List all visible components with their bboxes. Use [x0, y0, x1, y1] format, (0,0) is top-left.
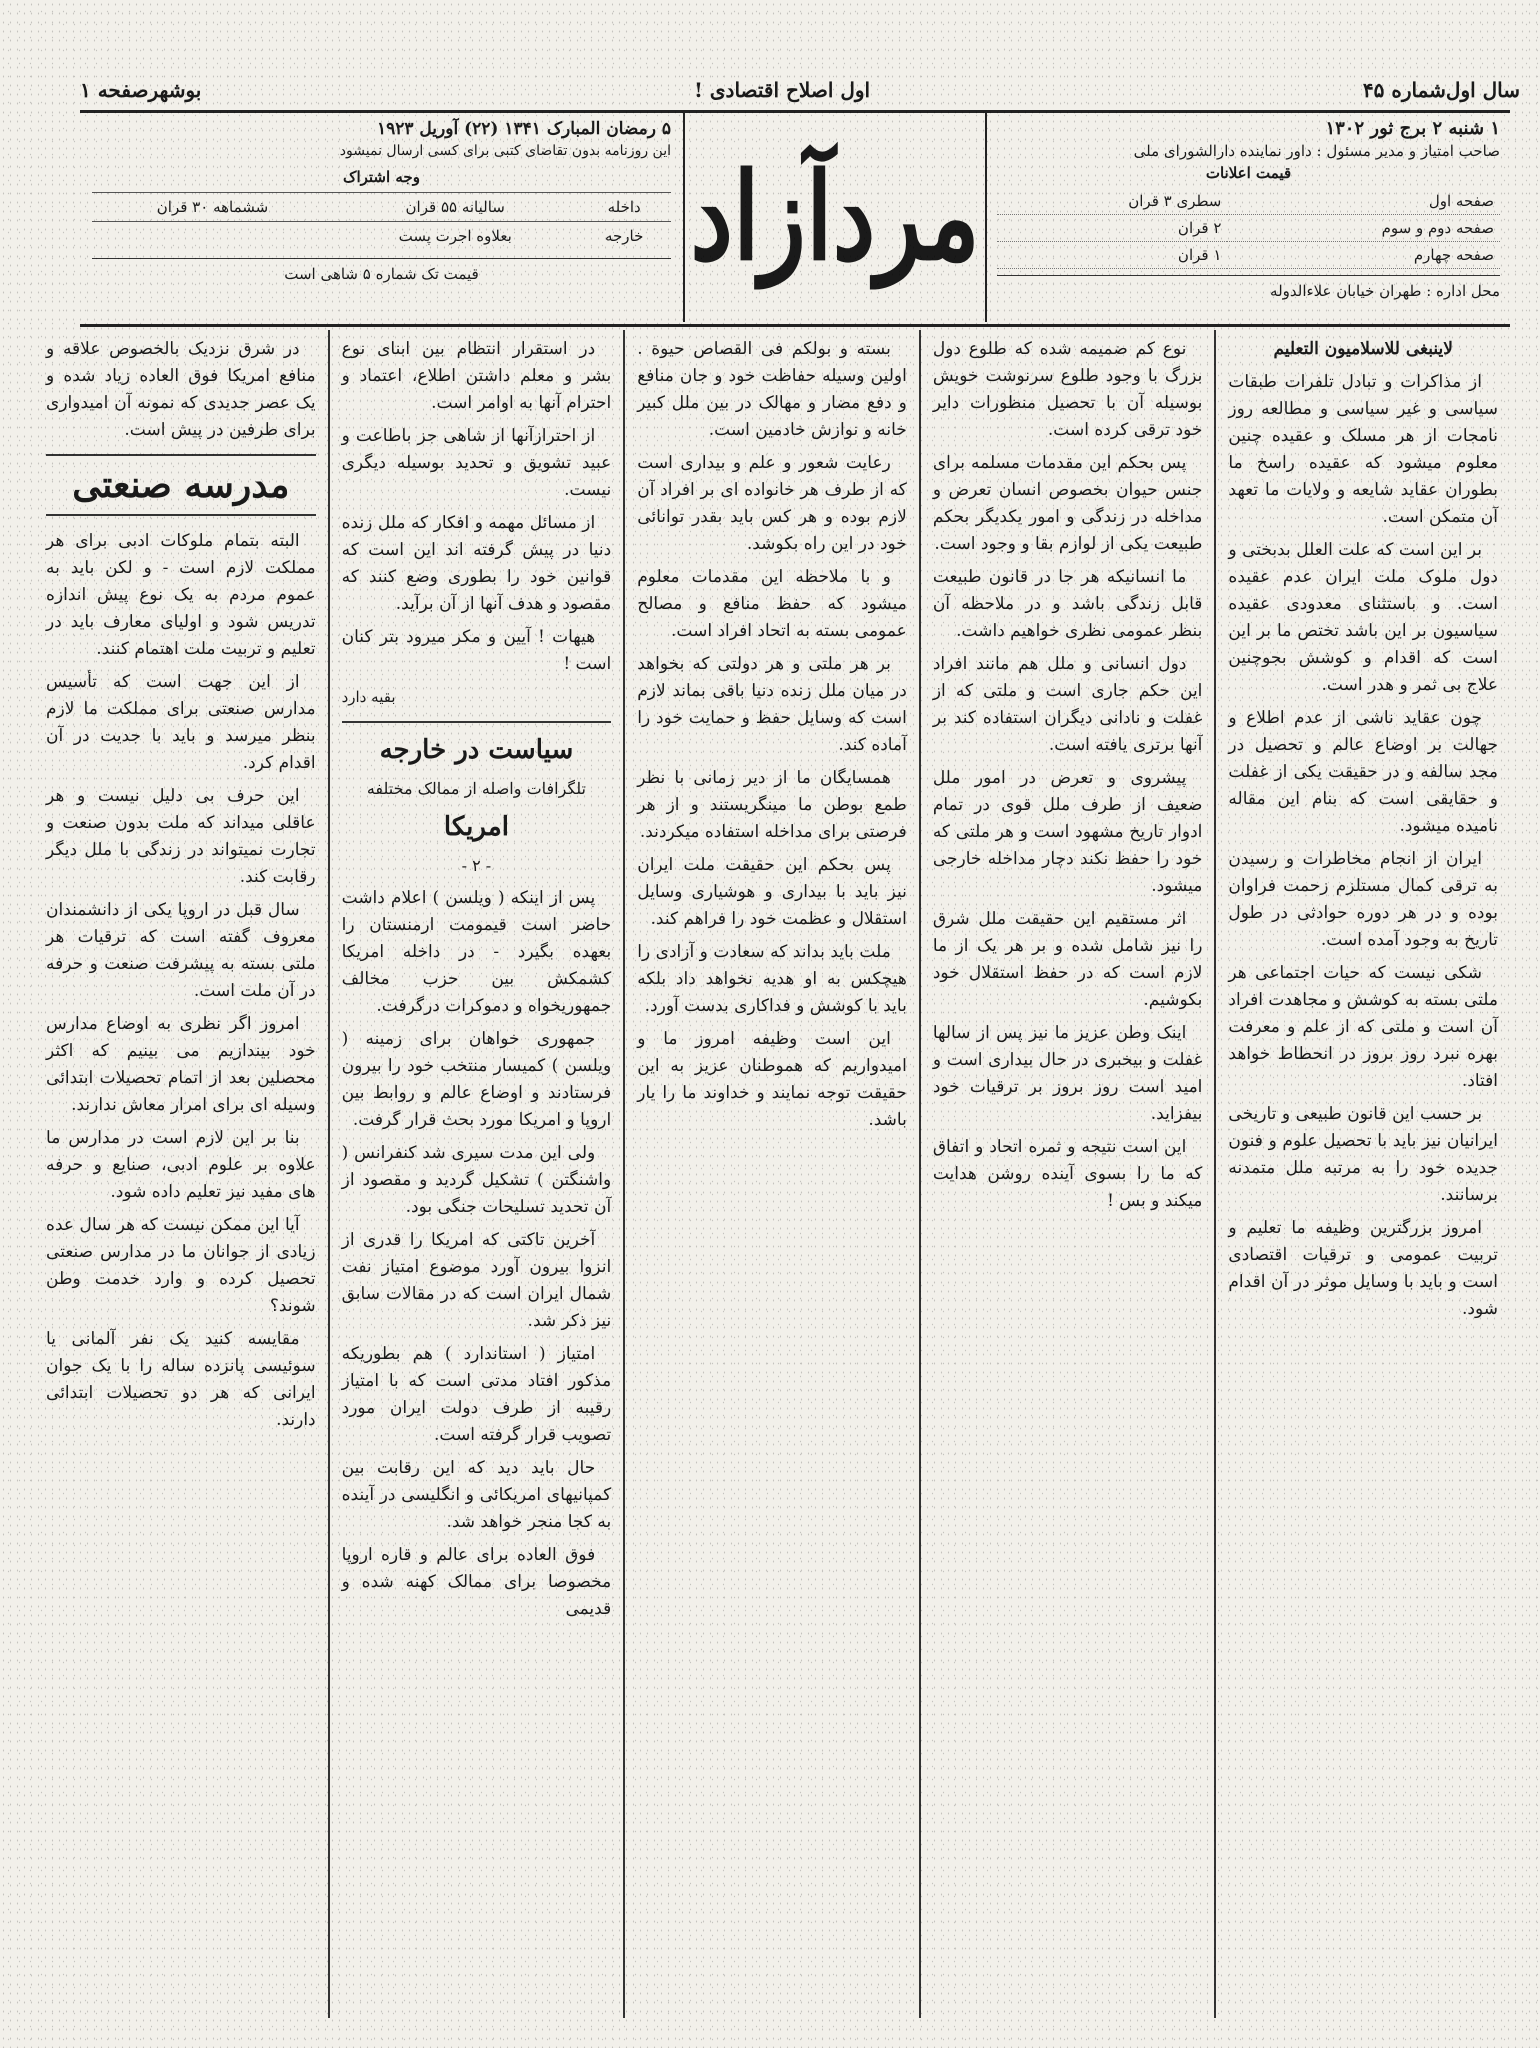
continued-note: بقیه دارد [341, 688, 396, 706]
price-label: صفحه دوم و سوم [1227, 215, 1500, 242]
article-paragraph: ملت باید بداند که سعادت و آزادی را هیچکس به او هدیه نخواهد داد بلکه باید با کوشش و فداکاری بدست آورد. [637, 942, 907, 1016]
article-paragraph: پس از اینکه ( ویلسن ) اعلام داشت حاضر است قیمومت ارمنستان را بعهده بگیرد - در داخله امریکا کشمکش بین حزب مخالف جمهوریخواه و دموکرات درگرفت. [341, 888, 612, 1016]
masthead-title-block [683, 112, 985, 322]
politics-heading: سیاست در خارجه [379, 735, 574, 765]
subscription-table [92, 192, 671, 250]
article-paragraph: این است نتیجه و ثمره اتحاد و اتفاق که ما را بسوی آینده روشن هدایت میکند و بس ! [932, 1137, 1203, 1211]
subscription-title: وجه اشتراک [343, 168, 420, 186]
article-paragraph: هیهات ! آیین و مکر میرود بتر کنان است ! [341, 627, 612, 674]
sub-region: خارجه [577, 222, 671, 251]
article-paragraph: بر هر ملتی و هر دولتی که بخواهد در میان ملل زنده دنیا باقی بماند لازم است که وسایل حفظ و حمایت خود را آماده کند. [637, 654, 907, 755]
column-1 [1214, 330, 1510, 2018]
owner-line: صاحب امتیاز و مدیر مسئول : داور نماینده دارالشورای ملی [1133, 142, 1500, 160]
office-address: محل اداره : طهران خیابان علاءالدوله [997, 275, 1500, 302]
article-paragraph: این حرف بی دلیل نیست و هر عاقلی میداند که ملت بدون صنعت و تجارت نمیتواند در زندگی با ملل دیگر رقابت کند. [46, 786, 316, 887]
price-value: ۲ قران [997, 215, 1227, 242]
sub-region: داخله [577, 193, 671, 222]
column-4 [328, 330, 624, 2018]
price-value: ۱ قران [997, 242, 1227, 269]
article-paragraph: ما انسانیکه هر جا در قانون طبیعت قابل زندگی باشد و در ملاحظه آن بنظر عمومی نظری خواهیم داشت. [932, 567, 1203, 641]
article-paragraph: بر حسب این قانون طبیعی و تاریخی ایرانیان نیز باید با تحصیل علوم و فنون جدیده خود را به مرتبه ملل متمدنه برسانند. [1228, 1104, 1498, 1205]
motto: اول اصلاح اقتصادی ! [694, 78, 871, 102]
article-paragraph: آخرین تاکتی که امریکا را قدری از انزوا بیرون آورد موضوع امتیاز نفت شمال ایران است که در مقالات سابق نیز ذکر شد. [341, 1230, 612, 1331]
article-paragraph: پس بحکم این حقیقت ملت ایران نیز باید با بیداری و هوشیاری وسایل استقلال و عظمت خود را فراهم کند. [637, 855, 907, 929]
article-paragraph: از احترازآنها از شاهی جز باطاعت و عبید تشویق و تحدید بوسیله دیگری نیست. [341, 426, 612, 500]
article-paragraph: از مسائل مهمه و افکار که ملل زنده دنیا در پیش گرفته اند این است که قوانین خود را بطوری وضع کنند که مقصود و هدف آنها از آن برآید. [341, 513, 612, 614]
industrial-school-heading: مدرسه صنعتی [46, 454, 316, 516]
masthead-info-left [80, 112, 683, 322]
table-row [997, 215, 1500, 242]
article-paragraph: جمهوری خواهان برای زمینه ( ویلسن ) کمیسار منتخب خود را بیرون فرستادند و اوضاع عالم و روابط بین اروپا و امریکا مورد بحث قرار گرفت. [341, 1029, 612, 1130]
date-shamsi: ۱ شنبه ۲ برج ثور ۱۳۰۲ [1325, 118, 1500, 139]
article-paragraph: امروز بزرگترین وظیفه ما تعلیم و تربیت عمومی و ترقیات اقتصادی است و باید با وسایل موثر در آن اقدام شود. [1228, 1218, 1498, 1319]
article-paragraph: از این جهت است که تأسیس مدارس صنعتی برای مملکت ما لازم بنظر میرسد و باید با جدیت در آن اقدام کرد. [46, 672, 316, 773]
issue-number: شماره ۴۵ [1362, 78, 1446, 102]
article-paragraph: چون عقاید ناشی از عدم اطلاع و جهالت بر اوضاع عالم و تحصیل در مجد سالفه و در حقیقت یکی از غفلت و حقایقی است که بنام این مقاله نامیده میشود. [1228, 708, 1498, 836]
masthead-bottom-rule [80, 324, 1510, 327]
city-label: بوشهر [148, 78, 202, 102]
table-row [92, 193, 671, 222]
article-paragraph: امروز اگر نظری به اوضاع مدارس خود بیندازیم می بینیم که اکثر محصلین بعد از اتمام تحصیلات ابتدائی وسیله ای برای امرار معاش ندارند. [46, 1014, 316, 1115]
ad-price-table [997, 188, 1500, 269]
price-label: صفحه چهارم [1227, 242, 1500, 269]
sub-half [92, 222, 333, 251]
article-paragraph: البته بتمام ملوکات ادبی برای هر مملکت لازم است - و لکن باید به عموم مردم به یک نوع پیش اندازه تدریس شود و اولیای معارف باید در تعلیم و تربیت ملت اهتمام کنند. [46, 531, 316, 659]
article-paragraph: بر این است که علت العلل بدبختی و دول ملوک ملت ایران عدم عقیده است. و باستثنای معدودی عقیده سیاسیون بر این باشد تختص ما بر این است که اقدام و کوشش بجوچنین علاج بی ثمر و هدر است. [1228, 540, 1498, 695]
article-paragraph: اینک وطن عزیز ما نیز پس از سالها غفلت و بیخبری در حال بیداری است و امید است روز بروز بر ترقیات خود بیفزاید. [932, 1023, 1203, 1124]
politics-subheading: تلگرافات واصله از ممالک مختلفه [366, 779, 587, 798]
article-paragraph: لاینبغی للاسلامیون التعلیم [1273, 339, 1453, 359]
section-divider [342, 721, 612, 723]
article-paragraph: سال قبل در اروپا یکی از دانشمندان معروف گفته است که ترقیات هر ملتی بسته به پیشرفت صنعت و حرفه در آن ملت است. [46, 900, 316, 1001]
article-paragraph: حال باید دید که این رقابت بین کمپانیهای امریکائی و انگلیسی در آینده به کجا منجر خواهد شد. [341, 1458, 612, 1532]
article-columns [34, 330, 1510, 2018]
article-paragraph: بنا بر این لازم است در مدارس ما علاوه بر علوم ادبی، صنایع و حرفه های مفید نیز تعلیم داده شود. [46, 1128, 316, 1202]
article-paragraph: در شرق نزدیک بالخصوص علاقه و منافع امریکا فوق العاده زیاد شده و یک عصر جدیدی که نمونه آن امیدواری برای طرفین در پیش است. [46, 339, 316, 440]
article-paragraph: پیشروی و تعرض در امور ملل ضعیف از طرف ملل قوی در تمام ادوار تاریخ مشهود است و هر ملتی که خود را حفظ نکند دچار مداخله خارجی میشود. [932, 768, 1203, 896]
article-paragraph: مقایسه کنید یک نفر آلمانی یا سوئیسی پانزده ساله را با یک جوان ایرانی که هر دو تحصیلات ابتدائی دارند. [46, 1329, 316, 1430]
newspaper-title: مردآزاد [690, 145, 980, 287]
column-3 [623, 330, 919, 2018]
table-row [997, 188, 1500, 215]
article-paragraph: فوق العاده برای عالم و قاره اروپا مخصوصا برای ممالک کهنه شده و قدیمی [341, 1545, 612, 1619]
article-paragraph: ایران از انجام مخاطرات و رسیدن به ترقی کمال مستلزم زحمت فراوان بوده و در هر دوره حوادثی در طول تاریخ به وجود آمده است. [1228, 849, 1498, 950]
article-paragraph: دول انسانی و ملل هم مانند افراد این حکم جاری است و ملتی که از غفلت و نادانی دیگران استفاده کند بر آنها برتری یافته است. [932, 654, 1203, 755]
america-part-number: - ۲ - [461, 856, 492, 875]
article-paragraph: از مذاکرات و تبادل تلفرات طبقات سیاسی و غیر سیاسی و مطالعه روز نامجات از هر مسلک و عقیده چنین معلوم میشود که عقیده راسخ ما بطوران عقاید شایعه و ولایات ما تعهد آن متمکن است. [1228, 372, 1498, 527]
article-paragraph: پس بحکم این مقدمات مسلمه برای جنس حیوان بخصوص انسان تعرض و مداخله در زندگی و امور یکدیگر بحکم طبیعت یکی از لوازم بقا و وجود است. [932, 453, 1203, 554]
article-paragraph: در استقرار انتظام بین ابنای نوع بشر و معلم داشتن اطلاع، اعتماد و احترام آنها به اوامر است. [341, 339, 612, 413]
table-row [92, 222, 671, 251]
article-paragraph: شکی نیست که حیات اجتماعی هر ملتی بسته به کوشش و مجاهدت افراد آن است و ملتی که از علم و معرفت بهره نبرد روز بروز در انحطاط خواهد افتاد. [1228, 963, 1498, 1091]
article-paragraph: ولی این مدت سیری شد کنفرانس ( واشنگتن ) تشکیل گردید و مقصود از آن تحدید تسلیحات جنگی بود. [341, 1143, 612, 1217]
table-row [997, 242, 1500, 269]
price-label: صفحه اول [1227, 188, 1500, 215]
page-number: صفحه ۱ [80, 78, 149, 102]
ad-price-title: قیمت اعلانات [1205, 164, 1292, 182]
article-paragraph: رعایت شعور و علم و بیداری است که از طرف هر خانواده ای بر افراد آن لازم بوده و هر کس باید بقدر توانائی خود در این راه بکوشد. [637, 453, 907, 554]
single-issue-price: قیمت تک شماره ۵ شاهی است [92, 258, 671, 285]
article-paragraph: آیا این ممکن نیست که هر سال عده زیادی از جوانان ما در مدارس صنعتی تحصیل کرده و وارد خدمت وطن شوند؟ [46, 1215, 316, 1316]
sub-yearly: سالیانه ۵۵ قران [333, 193, 577, 222]
column-5 [34, 330, 328, 2018]
sub-half: ششماهه ۳۰ قران [92, 193, 333, 222]
date-hijri: ۵ رمضان المبارک ۱۳۴۱ (۲۲) آوریل ۱۹۲۳ [376, 119, 671, 139]
article-paragraph: همسایگان ما از دیر زمانی با نظر طمع بوطن ما مینگریستند و از هر فرصتی برای مداخله استفاده میکردند. [637, 768, 907, 842]
article-paragraph: نوع کم ضمیمه شده که طلوع دول بزرگ با وجود طلوع سرنوشت خویش بوسیله آن با تحصیل منظورات دایر خود ترقی کرده است. [932, 339, 1203, 440]
delivery-notice: این روزنامه بدون تقاضای کتبی برای کسی ارسال نمیشود [339, 143, 671, 159]
america-heading: امریکا [443, 812, 509, 842]
article-paragraph: امتیاز ( استاندارد ) هم بطوریکه مذکور افتاد مدتی است که با امتیاز رقیبه از طرف دولت ایران مورد تصویب قرار گرفته است. [341, 1344, 612, 1445]
article-paragraph: و با ملاحظه این مقدمات معلوم میشود که حفظ منافع و مصالح عمومی بسته به اتحاد افراد است. [637, 567, 907, 641]
top-strip [80, 70, 1520, 110]
masthead [80, 112, 1510, 322]
sub-yearly: بعلاوه اجرت پست [333, 222, 577, 251]
article-paragraph: بسته و بولکم فی القصاص حیوة . اولین وسیله حفاظت خود و جان منافع و دفع مضار و مهالک در بین ملل کبیر خانه و نوازش خادمین است. [637, 339, 907, 440]
column-2 [919, 330, 1215, 2018]
year-label: سال اول [1445, 78, 1520, 102]
article-paragraph: این است وظیفه امروز ما و امیدواریم که هموطنان عزیز به این حقیقت توجه نمایند و خداوند ما را یار باشد. [637, 1029, 907, 1130]
masthead-info-right [985, 112, 1510, 322]
article-paragraph: اثر مستقیم این حقیقت ملل شرق را نیز شامل شده و بر هر یک از ما لازم است که در حفظ استقلال خود بکوشیم. [932, 909, 1203, 1010]
price-value: سطری ۳ قران [997, 188, 1227, 215]
